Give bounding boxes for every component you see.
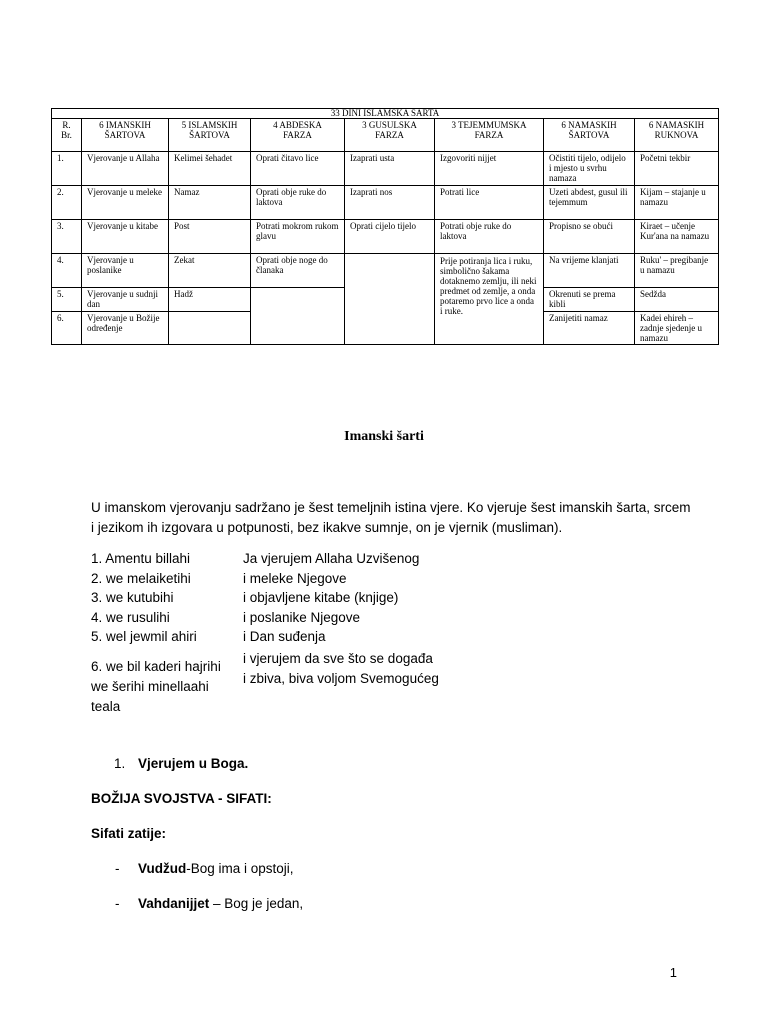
table-cell <box>169 312 251 345</box>
table-cell: Kelimei šehadet <box>169 152 251 186</box>
shahada-arabic-3: 3. we kutubihi <box>91 590 174 605</box>
table-cell: Očistiti tijelo, odijelo i mjesto u svrhu namaza <box>544 152 635 186</box>
table-cell: Prije potiranja lica i ruku, simbolično šakama dotaknemo zemlju, ili neki predmet od zemlje, a onda potaremo prvo lice a onda i ruke. <box>435 254 544 345</box>
shahada-translation-5: i Dan suđenja <box>243 629 326 644</box>
sifat-term: Vudžud <box>138 861 187 876</box>
table-header-row <box>52 119 719 152</box>
table-cell: Uzeti abdest, gusul ili tejemmum <box>544 186 635 220</box>
shahada-arabic-6: 6. we bil kaderi hajrihi we šerihi minellaahi teala <box>91 659 221 714</box>
table-cell: Izgovoriti nijjet <box>435 152 544 186</box>
page-number: 1 <box>669 965 677 980</box>
shahada-translation-2: i meleke Njegove <box>243 571 347 586</box>
table-cell: Post <box>169 220 251 254</box>
table-cell: Ruku' – pregibanje u namazu <box>635 254 719 288</box>
intro-paragraph: U imanskom vjerovanju sadržano je šest temeljnih istina vjere. Ko vjeruje šest imanskih šarta, srcem i jezikom ih izgovara u potpunosti, bez ikakve sumnje, on je vjernik (musliman). <box>91 500 691 535</box>
shahada-translation-6: i vjerujem da sve što se događa i zbiva, biva voljom Svemogućeg <box>243 651 439 686</box>
table-header-cell: 5 ISLAMSKIH ŠARTOVA <box>169 119 251 152</box>
table-header-cell: 6 NAMASKIH ŠARTOVA <box>544 119 635 152</box>
table-cell: Potrati lice <box>435 186 544 220</box>
table-cell: Hadž <box>169 288 251 312</box>
table-header-cell: 3 TEJEMMUMSKA FARZA <box>435 119 544 152</box>
table-cell: Početni tekbir <box>635 152 719 186</box>
shahada-arabic-2: 2. we melaiketihi <box>91 571 191 586</box>
shahada-translation-1: Ja vjerujem Allaha Uzvišenog <box>243 551 420 566</box>
table-cell: Izaprati nos <box>345 186 435 220</box>
table-cell: 3. <box>52 220 82 254</box>
table-row <box>52 220 719 254</box>
table-cell: Namaz <box>169 186 251 220</box>
table-cell: Oprati obje ruke do laktova <box>251 186 345 220</box>
table-cell: Okrenuti se prema kibli <box>544 288 635 312</box>
shahada-arabic-1: 1. Amentu billahi <box>91 551 191 566</box>
table-cell: Kijam – stajanje u namazu <box>635 186 719 220</box>
table-cell <box>251 288 345 345</box>
table-cell: Vjerovanje u kitabe <box>82 220 169 254</box>
table-row <box>52 152 719 186</box>
table-cell: Oprati čitavo lice <box>251 152 345 186</box>
shahada-translation-3: i objavljene kitabe (knjige) <box>243 590 399 605</box>
table-header-cell: 6 NAMASKIH RUKNOVA <box>635 119 719 152</box>
table-cell: 1. <box>52 152 82 186</box>
point-number: 1. <box>114 756 126 771</box>
table-header-cell: 4 ABDESKA FARZA <box>251 119 345 152</box>
table-cell: Vjerovanje u Božije određenje <box>82 312 169 345</box>
point-title: Vjerujem u Boga. <box>138 756 249 771</box>
table-cell: Kadei ehireh – zadnje sjedenje u namazu <box>635 312 719 345</box>
table-cell: Vjerovanje u poslanike <box>82 254 169 288</box>
table-cell: Izaprati usta <box>345 152 435 186</box>
table-row <box>52 186 719 220</box>
sifat-desc: – Bog je jedan, <box>209 896 304 911</box>
table-cell: Zekat <box>169 254 251 288</box>
table-cell: Vjerovanje u Allaha <box>82 152 169 186</box>
sifat-term: Vahdanijjet <box>138 896 210 911</box>
islamic-conditions-table <box>51 108 719 345</box>
shahada-translation-4: i poslanike Njegove <box>243 610 361 625</box>
sifati-heading: Sifati zatije: <box>91 826 167 841</box>
table-header-cell: R. Br. <box>52 119 82 152</box>
table-cell: 5. <box>52 288 82 312</box>
section-title: Imanski šarti <box>344 429 424 444</box>
sifat-item <box>138 861 294 876</box>
table-cell: Propisno se obući <box>544 220 635 254</box>
table-cell: Zanijetiti namaz <box>544 312 635 345</box>
table-cell: Kiraet – učenje Kur'ana na namazu <box>635 220 719 254</box>
sifat-desc: -Bog ima i opstoji, <box>186 861 294 876</box>
table-title: 33 DINI ISLAMSKA ŠARTA <box>52 109 719 119</box>
table-cell: 4. <box>52 254 82 288</box>
table-row <box>52 254 719 288</box>
sifat-dash: - <box>115 861 120 876</box>
table-cell: Vjerovanje u meleke <box>82 186 169 220</box>
table-cell: Sedžda <box>635 288 719 312</box>
table-cell: 2. <box>52 186 82 220</box>
table-cell: Oprati obje noge do članaka <box>251 254 345 288</box>
table-cell: 6. <box>52 312 82 345</box>
table-header-cell: 6 IMANSKIH ŠARTOVA <box>82 119 169 152</box>
table-cell: Potrati mokrom rukom glavu <box>251 220 345 254</box>
shahada-arabic-5: 5. wel jewmil ahiri <box>91 629 197 644</box>
table-cell <box>345 254 435 345</box>
attributes-heading: BOŽIJA SVOJSTVA - SIFATI: <box>91 791 272 806</box>
table-header-cell: 3 GUSULSKA FARZA <box>345 119 435 152</box>
table-cell: Oprati cijelo tijelo <box>345 220 435 254</box>
table-cell: Vjerovanje u sudnji dan <box>82 288 169 312</box>
sifat-dash: - <box>115 896 120 911</box>
table-cell: Potrati obje ruke do laktova <box>435 220 544 254</box>
shahada-arabic-4: 4. we rusulihi <box>91 610 170 625</box>
sifat-item <box>138 896 303 911</box>
table-cell: Na vrijeme klanjati <box>544 254 635 288</box>
